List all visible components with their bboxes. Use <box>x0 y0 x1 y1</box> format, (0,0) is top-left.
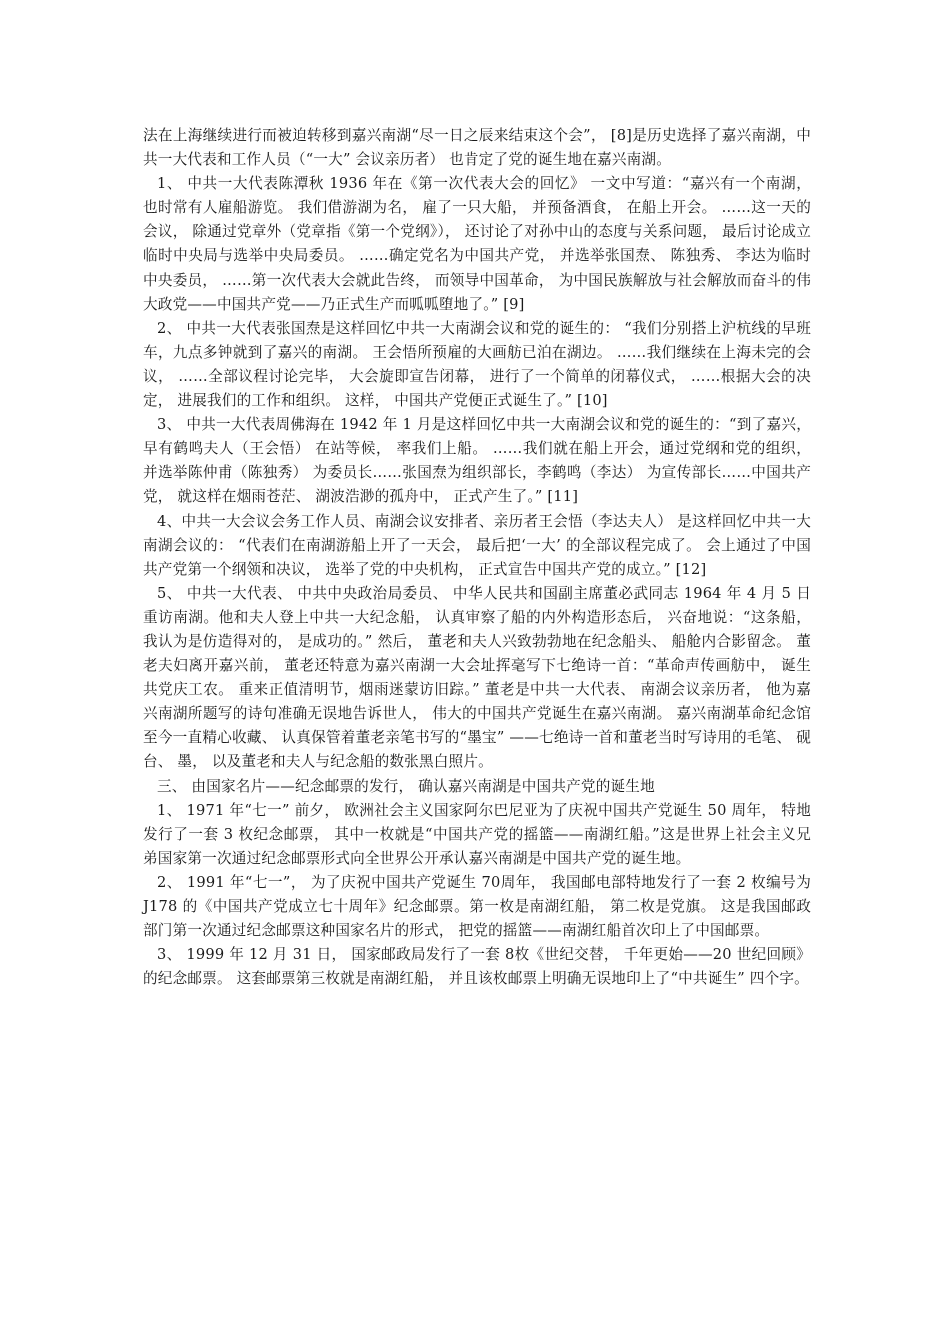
paragraph-intro: 法在上海继续进行而被迫转移到嘉兴南湖“尽一日之辰来结束这个会”， [8]是历史选择了嘉兴南湖，中共一大代表和工作人员（“一大” 会议亲历者） 也肯定了党的诞生地在嘉兴南湖。 <box>143 127 811 169</box>
paragraph-dong-biwu: 5、 中共一大代表、 中共中央政治局委员、 中华人民共和国副主席董必武同志 1964 年 4 月 5 日重访南湖。他和夫人登上中共一大纪念船， 认真审察了船的内外构造形态后， 兴奋地说：“这条船， 我认为是仿造得对的， 是成功的。” 然后， 董老和夫人兴致勃勃地在纪念船头、 船舱内合影留念。 董老夫妇离开嘉兴前， 董老还特意为嘉兴南湖一大会址挥毫写下七绝诗一首：“革命声传画舫中， 诞生共党庆工农。 重来正值清明节，烟雨迷蒙访旧踪。” 董老是中共一大代表、 南湖会议亲历者， 他为嘉兴南湖所题写的诗句准确无误地告诉世人， 伟大的中国共产党诞生在嘉兴南湖。 嘉兴南湖革命纪念馆至今一直精心收藏、 认真保管着董老亲笔书写的“墨宝” ——七绝诗一首和董老当时写诗用的毛笔、 砚台、 墨， 以及董老和夫人与纪念船的数张黑白照片。 <box>143 584 811 771</box>
paragraph-chen-tanqiu: 1、 中共一大代表陈潭秋 1936 年在《第一次代表大会的回忆》 一文中写道：“嘉兴有一个南湖， 也时常有人雇船游览。 我们借游湖为名， 雇了一只大船， 并预备酒食， 在船上开会。 ……这一天的会议， 除通过党章外（党章指《第一个党纲》）， 还讨论了对孙中山的态度与关系问题， 最后讨论成立临时中央局与选举中央局委员。 ……确定党名为中国共产党， 并选举张国焘、 陈独秀、 李达为临时中央委员， ……第一次代表大会就此告终， 而领导中国革命， 为中国民族解放与社会解放而奋斗的伟大政党——中国共产党——乃正式生产而呱呱堕地了。” [9] <box>143 175 811 313</box>
document-body <box>143 124 811 991</box>
paragraph-stamp-1971: 1、 1971 年“七一” 前夕， 欧洲社会主义国家阿尔巴尼亚为了庆祝中国共产党诞生 50 周年， 特地发行了一套 3 枚纪念邮票， 其中一枚就是“中国共产党的摇篮——南湖红船。”这是世界上社会主义兄弟国家第一次通过纪念邮票形式向全世界公开承认嘉兴南湖是中国共产党的诞生地。 <box>143 801 811 867</box>
paragraph-stamp-1999: 3、 1999 年 12 月 31 日， 国家邮政局发行了一套 8枚《世纪交替， 千年更始——20 世纪回顾》 的纪念邮票。 这套邮票第三枚就是南湖红船， 并且该枚邮票上明确无误地印上了“中共诞生” 四个字。 <box>143 946 811 988</box>
paragraph-stamp-1991: 2、 1991 年“七一”， 为了庆祝中国共产党诞生 70周年， 我国邮电部特地发行了一套 2 枚编号为J178 的《中国共产党成立七十周年》纪念邮票。第一枚是南湖红船， 第二枚是党旗。 这是我国邮政部门第一次通过纪念邮票这种国家名片的形式， 把党的摇篮——南湖红船首次印上了中国邮票。 <box>143 873 811 940</box>
section-heading-three: 三、 由国家名片——纪念邮票的发行， 确认嘉兴南湖是中国共产党的诞生地 <box>157 777 655 795</box>
paragraph-wang-huiwu: 4、中共一大会议会务工作人员、南湖会议安排者、亲历者王会悟（李达夫人） 是这样回忆中共一大南湖会议的： “代表们在南湖游船上开了一天会， 最后把‘一大’ 的全部议程完成了。 会上通过了中国共产党第一个纲领和决议， 选举了党的中央机构， 正式宣告中国共产党的成立。” [12] <box>143 512 811 578</box>
paragraph-zhang-guotao: 2、 中共一大代表张国焘是这样回忆中共一大南湖会议和党的诞生的： “我们分别搭上沪杭线的早班车，九点多钟就到了嘉兴的南湖。 王会悟所预雇的大画舫已泊在湖边。 ……我们继续在上海未完的会议， ……全部议程讨论完毕， 大会旋即宣告闭幕， 进行了一个简单的闭幕仪式， ……根据大会的决定， 进展我们的工作和组织。 这样， 中国共产党便正式诞生了。” [10] <box>143 319 811 410</box>
paragraph-zhou-fohai: 3、 中共一大代表周佛海在 1942 年 1 月是这样回忆中共一大南湖会议和党的诞生的：“到了嘉兴， 早有鹤鸣夫人（王会悟） 在站等候， 率我们上船。 ……我们就在船上开会，通过党纲和党的组织， 并选举陈仲甫（陈独秀） 为委员长……张国焘为组织部长，李鹤鸣（李达） 为宣传部长……中国共产党， 就这样在烟雨苍茫、 湖波浩渺的孤舟中， 正式产生了。” [11] <box>143 416 811 506</box>
